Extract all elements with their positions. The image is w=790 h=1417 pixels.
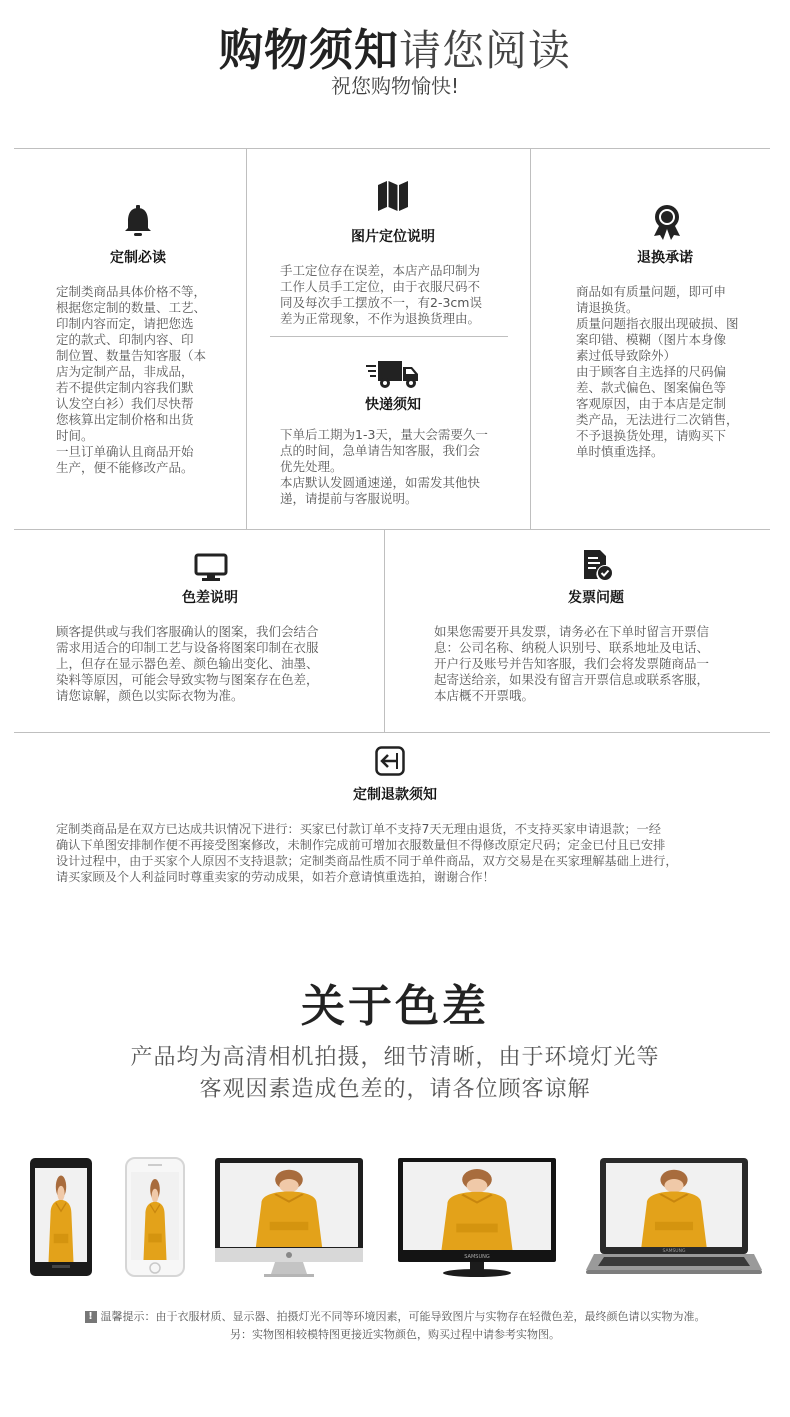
- color-diff-title: 关于色差: [301, 981, 489, 1032]
- divider-v2: [530, 148, 531, 529]
- truck-icon: [366, 358, 420, 390]
- device-showcase: [0, 1150, 790, 1282]
- device-phone-white: [126, 1158, 184, 1276]
- title-light: 请您阅读: [398, 26, 571, 75]
- invoice-check-icon: [582, 549, 612, 581]
- return-arrow-icon: [375, 746, 405, 776]
- section-position-text: 手工定位存在误差，本店产品印制为 工作人员手工定位，由于衣服尺码不 同及每次手工摆放不一，有2-3cm误 差为正常现象，不作为退换货理由。: [280, 263, 482, 326]
- section-returns-title: 退换承诺: [637, 250, 693, 266]
- monitor-brand-label: SAMSUNG: [464, 1254, 490, 1260]
- tip-line2: 另：实物图相较模特图更接近实物颜色，购买过程中请参考实物图。: [230, 1328, 560, 1341]
- device-monitor: [398, 1158, 556, 1277]
- divider-middle: [270, 336, 508, 337]
- page-subtitle: 祝您购物愉快!: [330, 74, 460, 98]
- device-imac: [215, 1158, 363, 1277]
- map-icon: [376, 180, 410, 212]
- divider-row3: [14, 732, 770, 733]
- page-title: [0, 14, 790, 78]
- section-invoice-title: 发票问题: [568, 590, 624, 606]
- color-diff-desc-line1: 产品均为高清相机拍摄，细节清晰，由于环境灯光等: [130, 1045, 660, 1070]
- divider-top: [14, 148, 770, 149]
- device-laptop: [586, 1158, 762, 1274]
- section-refund-text: 定制类商品是在双方已达成共识情况下进行：买家已付款订单不支持7天无理由退货，不支持买家申请退款；一经 确认下单图安排制作便不再接受图案修改，未制作完成前可增加衣服数量但不得修改原定尺码；定金已付且已安排 设计过程中，由于买家个人原因不支持退款；定制类商品性质不同于单件商品，双方交易是在买家理解基础上进行， 请买家顾及个人利益同时尊重卖家的劳动成果，如若介意请慎重选拍，谢谢合作！: [56, 822, 678, 884]
- section-invoice-text: 如果您需要开具发票，请务必在下单时留言开票信 息：公司名称、纳税人识别号、联系地址及电话、 开户行及账号并告知客服，我们会将发票随商品一 起寄送给亲，如果没有留言开票信息或联系客服， 本店概不开票哦。: [434, 624, 710, 703]
- section-refund-title: 定制退款须知: [353, 787, 437, 803]
- tip-line1-text: 温馨提示：由于衣服材质、显示器、拍摄灯光不同等环境因素，可能导致图片与实物存在轻微色差，最终颜色请以实物为准。: [100, 1310, 706, 1323]
- title-bold: 购物须知: [218, 25, 399, 76]
- section-custom-title: 定制必读: [110, 250, 166, 266]
- award-ribbon-icon: [652, 204, 682, 240]
- divider-v3: [384, 529, 385, 732]
- section-color-text: 顾客提供或与我们客服确认的图案，我们会结合 需求用适合的印制工艺与设备将图案印制在衣服 上，但存在显示器色差、颜色输出变化、油墨、 染料等原因，可能会导致实物与图案存在色差， 请您谅解，颜色以实际衣物为准。: [56, 624, 319, 703]
- divider-v1: [246, 148, 247, 529]
- section-position-title: 图片定位说明: [351, 229, 435, 245]
- laptop-brand-label: SAMSUNG: [662, 1249, 686, 1254]
- bell-icon: [122, 204, 154, 238]
- color-diff-desc-line2: 客观因素造成色差的，请各位顾客谅解: [199, 1077, 591, 1102]
- tip-line1: [0, 1308, 790, 1324]
- section-returns-text: 商品如有质量问题，即可申 请退换货。 质量问题指衣服出现破损、图 案印错、模糊（图片本身像 素过低导致除外） 由于顾客自主选择的尺码偏 差、款式偏色、图案偏色等 客观原因，由于本店是定制 类产品，无法进行二次销售， 不予退换货处理，请购买下 单时慎重选择。: [576, 284, 739, 459]
- monitor-icon: [194, 553, 228, 581]
- section-shipping-text: 下单后工期为1-3天，量大会需要久一 点的时间，急单请告知客服，我们会 优先处理。 本店默认发圆通速递，如需发其他快 递，请提前与客服说明。: [280, 427, 488, 506]
- section-color-title: 色差说明: [182, 590, 238, 606]
- divider-row2: [14, 529, 770, 530]
- warning-icon: !: [85, 1311, 97, 1323]
- section-shipping-title: 快递须知: [365, 397, 421, 413]
- device-phone-black: [30, 1158, 92, 1276]
- section-custom-text: 定制类商品具体价格不等， 根据您定制的数量、工艺、 印制内容而定，请把您选 定的款式、印制内容、印 制位置、数量告知客服（本 店为定制产品，非成品， 若不提供定制内容我们默 认发空白衫）我们尽快帮 您核算出定制价格和出货 时间。 一旦订单确认且商品开始 生产，便不能修改产品。: [56, 284, 207, 475]
